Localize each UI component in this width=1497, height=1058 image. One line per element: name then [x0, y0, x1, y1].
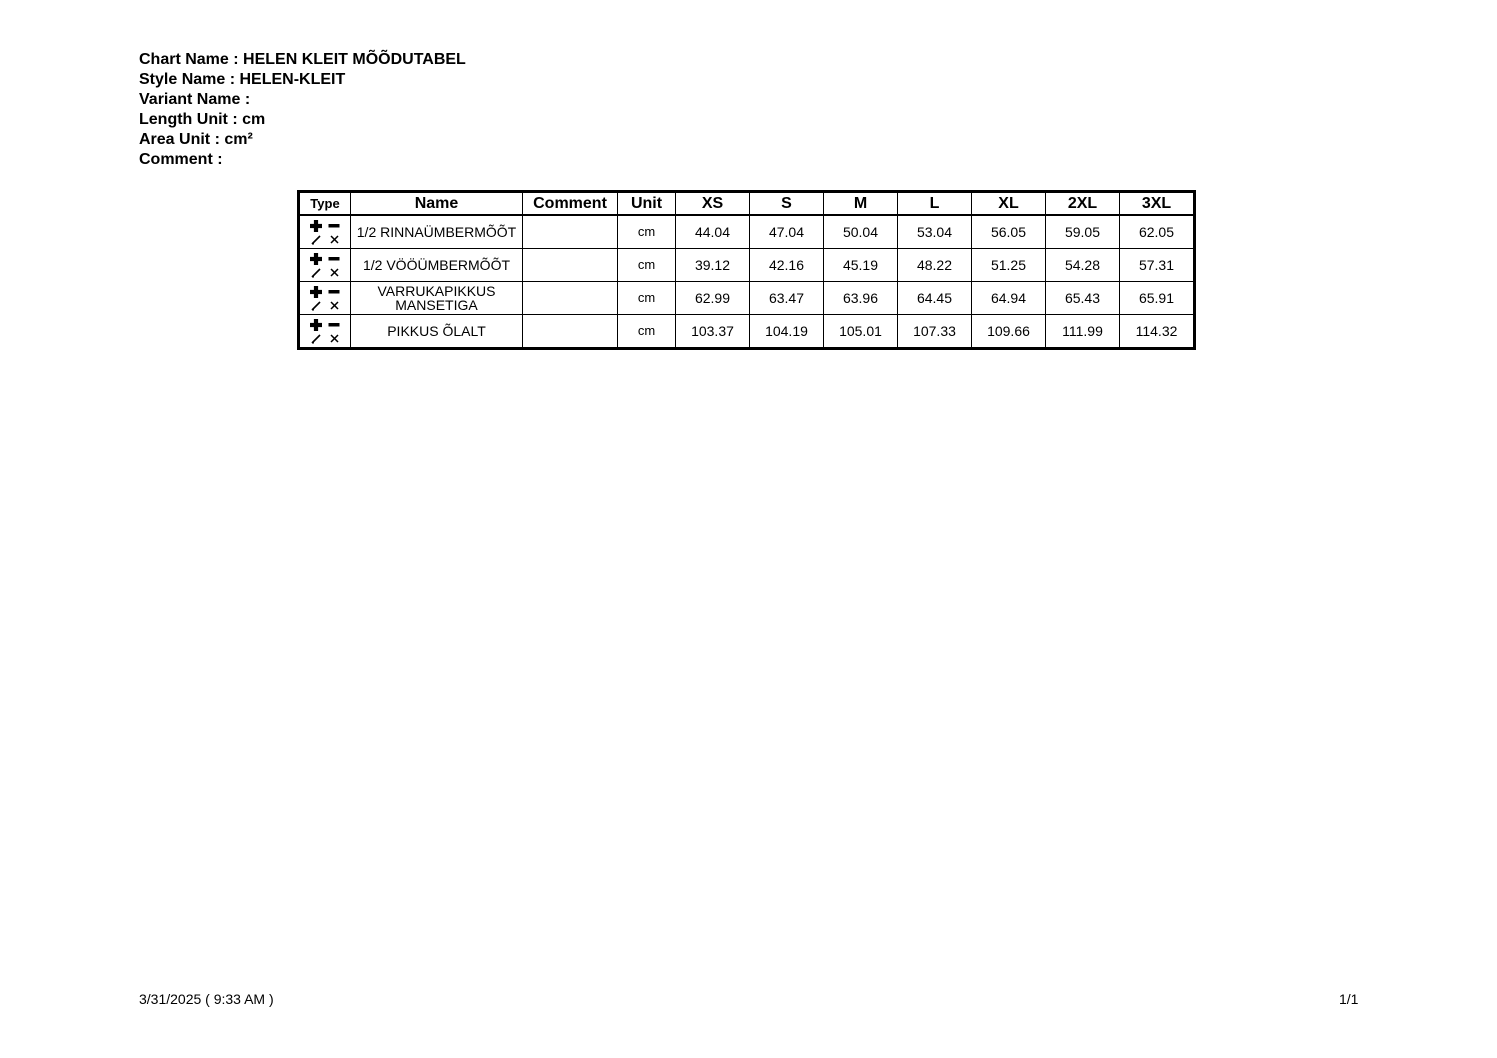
value-m: 105.01 — [824, 315, 898, 349]
value-3xl: 65.91 — [1120, 282, 1195, 315]
measurement-unit: cm — [618, 315, 676, 349]
col-header-xs: XS — [676, 192, 750, 216]
col-header-type: Type — [299, 192, 351, 216]
value-m: 45.19 — [824, 249, 898, 282]
pencil-icon[interactable] — [307, 268, 325, 278]
table-row — [299, 282, 1195, 315]
col-header-name: Name — [351, 192, 523, 216]
table-header-row — [299, 192, 1195, 216]
area-unit: Area Unit : cm² — [139, 131, 253, 148]
pencil-icon[interactable] — [307, 235, 325, 245]
chart-header — [139, 50, 466, 170]
col-header-comment: Comment — [523, 192, 618, 216]
value-xs: 103.37 — [676, 315, 750, 349]
measurement-comment — [523, 215, 618, 249]
value-xs: 39.12 — [676, 249, 750, 282]
measurement-table — [297, 190, 1196, 350]
value-l: 53.04 — [898, 215, 972, 249]
footer-timestamp: 3/31/2025 ( 9:33 AM ) — [139, 991, 274, 1007]
value-xs: 44.04 — [676, 215, 750, 249]
chart-name: Chart Name : HELEN KLEIT MÕÕDUTABEL — [139, 51, 466, 68]
measurement-name: VARRUKAPIKKUS MANSETIGA — [351, 282, 523, 315]
value-s: 63.47 — [750, 282, 824, 315]
value-l: 107.33 — [898, 315, 972, 349]
value-2xl: 111.99 — [1046, 315, 1120, 349]
measurement-comment — [523, 282, 618, 315]
measurement-comment — [523, 315, 618, 349]
col-header-2xl: 2XL — [1046, 192, 1120, 216]
value-s: 104.19 — [750, 315, 824, 349]
col-header-unit: Unit — [618, 192, 676, 216]
value-xl: 64.94 — [972, 282, 1046, 315]
measurement-unit: cm — [618, 282, 676, 315]
type-icon-group — [300, 251, 350, 279]
type-cell — [299, 215, 351, 249]
type-icon-group — [300, 317, 350, 345]
value-xl: 56.05 — [972, 215, 1046, 249]
x-icon[interactable] — [325, 334, 343, 343]
pencil-icon[interactable] — [307, 334, 325, 344]
measurement-name: 1/2 VÖÖÜMBERMÕÕT — [351, 249, 523, 282]
minus-icon[interactable] — [325, 289, 343, 295]
x-icon[interactable] — [325, 301, 343, 310]
plus-icon[interactable] — [307, 253, 325, 265]
col-header-xl: XL — [972, 192, 1046, 216]
minus-icon[interactable] — [325, 223, 343, 229]
type-cell — [299, 315, 351, 349]
value-l: 64.45 — [898, 282, 972, 315]
variant-name: Variant Name : — [139, 91, 251, 108]
measurement-comment — [523, 249, 618, 282]
value-2xl: 54.28 — [1046, 249, 1120, 282]
pencil-icon[interactable] — [307, 301, 325, 311]
col-header-3xl: 3XL — [1120, 192, 1195, 216]
plus-icon[interactable] — [307, 220, 325, 232]
value-xl: 51.25 — [972, 249, 1046, 282]
value-m: 63.96 — [824, 282, 898, 315]
table-row — [299, 249, 1195, 282]
col-header-m: M — [824, 192, 898, 216]
value-xs: 62.99 — [676, 282, 750, 315]
measurement-name: PIKKUS ÕLALT — [351, 315, 523, 349]
table-body — [299, 215, 1195, 349]
col-header-s: S — [750, 192, 824, 216]
value-3xl: 57.31 — [1120, 249, 1195, 282]
table-row — [299, 215, 1195, 249]
comment-label: Comment : — [139, 151, 223, 168]
minus-icon[interactable] — [325, 322, 343, 328]
measurement-name: 1/2 RINNAÜMBERMÕÕT — [351, 215, 523, 249]
value-s: 47.04 — [750, 215, 824, 249]
table-row — [299, 315, 1195, 349]
value-m: 50.04 — [824, 215, 898, 249]
type-icon-group — [300, 284, 350, 312]
measurement-unit: cm — [618, 215, 676, 249]
value-2xl: 59.05 — [1046, 215, 1120, 249]
col-header-l: L — [898, 192, 972, 216]
footer-page-number: 1/1 — [1339, 991, 1359, 1007]
value-xl: 109.66 — [972, 315, 1046, 349]
type-cell — [299, 249, 351, 282]
value-3xl: 62.05 — [1120, 215, 1195, 249]
minus-icon[interactable] — [325, 256, 343, 262]
plus-icon[interactable] — [307, 286, 325, 298]
length-unit: Length Unit : cm — [139, 111, 266, 128]
measurement-unit: cm — [618, 249, 676, 282]
type-cell — [299, 282, 351, 315]
value-2xl: 65.43 — [1046, 282, 1120, 315]
type-icon-group — [300, 218, 350, 246]
style-name: Style Name : HELEN-KLEIT — [139, 71, 346, 88]
x-icon[interactable] — [325, 235, 343, 244]
value-l: 48.22 — [898, 249, 972, 282]
value-3xl: 114.32 — [1120, 315, 1195, 349]
x-icon[interactable] — [325, 268, 343, 277]
plus-icon[interactable] — [307, 319, 325, 331]
value-s: 42.16 — [750, 249, 824, 282]
